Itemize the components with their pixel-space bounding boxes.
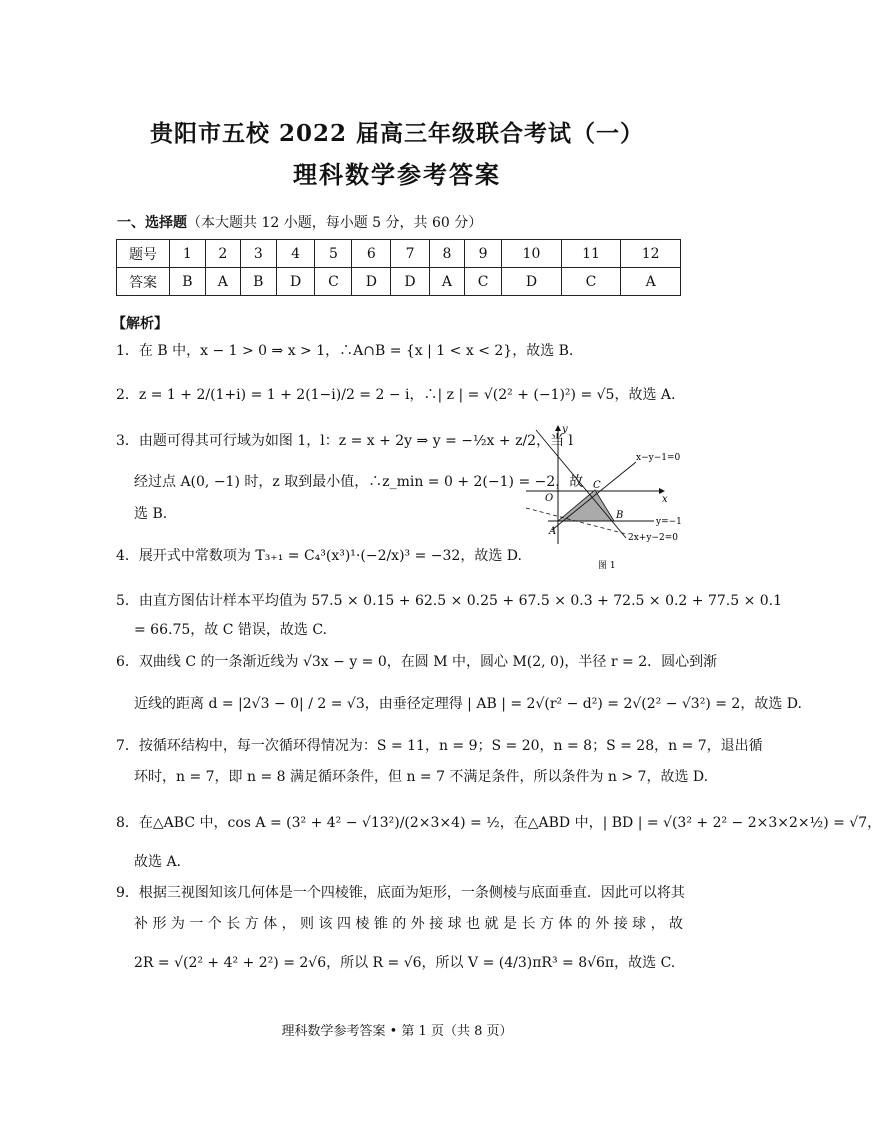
question-number-cell: 12 — [621, 240, 681, 268]
document-subtitle: 理科数学参考答案 — [293, 160, 501, 189]
answer-cell: A — [429, 268, 464, 296]
question-number-cell: 4 — [276, 240, 315, 268]
solution-q8-line2: 故选 A. — [134, 854, 182, 870]
section-note: （本大题共 12 小题，每小题 5 分，共 60 分） — [187, 215, 483, 231]
solution-q7-line2: 环时，n = 7，即 n = 8 满足循环条件，但 n = 7 不满足条件，所以条件为 n > 7，故选 D. — [134, 769, 709, 785]
question-number-row — [117, 240, 681, 268]
answer-cell: B — [240, 268, 276, 296]
answer-row — [117, 268, 681, 296]
question-number-cell: 10 — [502, 240, 562, 268]
answer-cell: D — [276, 268, 315, 296]
answer-cell: C — [465, 268, 502, 296]
question-number-cell: 7 — [391, 240, 430, 268]
label-origin: O — [545, 493, 554, 504]
figure-1-diagram — [518, 422, 688, 574]
answer-cell: C — [315, 268, 352, 296]
solution-q9-line1: 9．根据三视图知该几何体是一个四棱锥，底面为矩形，一条侧棱与底面垂直．因此可以将其 — [116, 885, 685, 901]
solution-q6-line1: 6．双曲线 C 的一条渐近线为 √3x − y = 0，在圆 M 中，圆心 M(2, 0)，半径 r = 2．圆心到渐 — [116, 654, 718, 670]
solution-q8-line1: 8．在△ABC 中，cos A = (3² + 4² − √13²)/(2×3×4) = ½，在△ABD 中，| BD | = √(3² + 2² − 2×3×2×½) = √7， — [116, 815, 881, 831]
feasible-region — [558, 490, 614, 521]
label-line-y-minus-1: y=−1 — [656, 517, 682, 527]
label-line-2x-y-2: 2x+y−2=0 — [628, 533, 678, 543]
question-number-cell: 5 — [315, 240, 352, 268]
answer-table — [116, 239, 681, 296]
page-footer: 理科数学参考答案 • 第 1 页（共 8 页） — [281, 1024, 513, 1039]
answer-cell: D — [352, 268, 391, 296]
question-number-cell: 6 — [352, 240, 391, 268]
solution-q5-line2: = 66.75，故 C 错误，故选 C. — [134, 622, 327, 638]
label-y-axis: y — [562, 424, 568, 435]
section-heading — [117, 212, 482, 232]
solution-q5-line1: 5．由直方图估计样本平均值为 57.5 × 0.15 + 62.5 × 0.25 + 67.5 × 0.3 + 72.5 × 0.2 + 77.5 × 0.1 — [116, 593, 783, 609]
document-title: 贵阳市五校 2022 届高三年级联合考试（一） — [149, 120, 645, 147]
label-line-x-y-1: x−y−1=0 — [636, 453, 681, 463]
section-title: 一、选择题 — [117, 215, 187, 231]
solution-q4: 4．展开式中常数项为 T₃₊₁ = C₄³(x³)¹·(−2/x)³ = −32，故选 D. — [116, 548, 522, 564]
figure-caption: 图 1 — [598, 561, 616, 571]
label-x-axis: x — [662, 494, 668, 505]
label-point-a: A — [549, 526, 557, 537]
question-number-cell: 1 — [170, 240, 206, 268]
question-number-cell: 9 — [465, 240, 502, 268]
label-point-c: C — [593, 480, 601, 491]
question-number-cell: 11 — [561, 240, 621, 268]
answer-cell: C — [561, 268, 621, 296]
line-2x-y-2 — [536, 430, 626, 538]
analysis-label: 【解析】 — [112, 316, 168, 332]
answer-cell: D — [502, 268, 562, 296]
solution-q3-line1: 3．由题可得其可行域为如图 1，l：z = x + 2y ⇒ y = −½x + z/2，当 l — [116, 433, 574, 449]
solution-q9-line3: 2R = √(2² + 4² + 2²) = 2√6，所以 R = √6，所以 V = (4/3)πR³ = 8√6π，故选 C. — [134, 955, 676, 971]
question-number-cell: 2 — [205, 240, 240, 268]
answer-cell: B — [170, 268, 206, 296]
solution-q3-line2: 经过点 A(0, −1) 时，z 取到最小值，∴z_min = 0 + 2(−1) = −2，故 — [134, 474, 584, 490]
solution-q9-line2: 补 形 为 一 个 长 方 体 ， 则 该 四 棱 锥 的 外 接 球 也 就 是 长 方 体 的 外 接 球 ， 故 — [134, 916, 684, 932]
solution-q7-line1: 7．按循环结构中，每一次循环得情况为：S = 11，n = 9；S = 20，n = 8；S = 28，n = 7，退出循 — [116, 738, 763, 754]
solution-q6-line2: 近线的距离 d = |2√3 − 0| / 2 = √3，由垂径定理得 | AB | = 2√(r² − d²) = 2√(2² − √3²) = 2，故选 D. — [134, 696, 802, 712]
label-point-b: B — [616, 510, 624, 521]
answer-cell: A — [621, 268, 681, 296]
solution-q2: 2．z = 1 + 2/(1+i) = 1 + 2(1−i)/2 = 2 − i，∴| z | = √(2² + (−1)²) = √5，故选 A. — [116, 387, 676, 403]
solution-q1: 1．在 B 中，x − 1 > 0 ⇒ x > 1，∴A∩B = {x | 1 < x < 2}，故选 B. — [116, 343, 574, 359]
row-header-question: 题号 — [117, 240, 170, 268]
question-number-cell: 3 — [240, 240, 276, 268]
answer-cell: A — [205, 268, 240, 296]
answer-cell: D — [391, 268, 430, 296]
solution-q3-line3: 选 B. — [134, 506, 168, 522]
row-header-answer: 答案 — [117, 268, 170, 296]
question-number-cell: 8 — [429, 240, 464, 268]
